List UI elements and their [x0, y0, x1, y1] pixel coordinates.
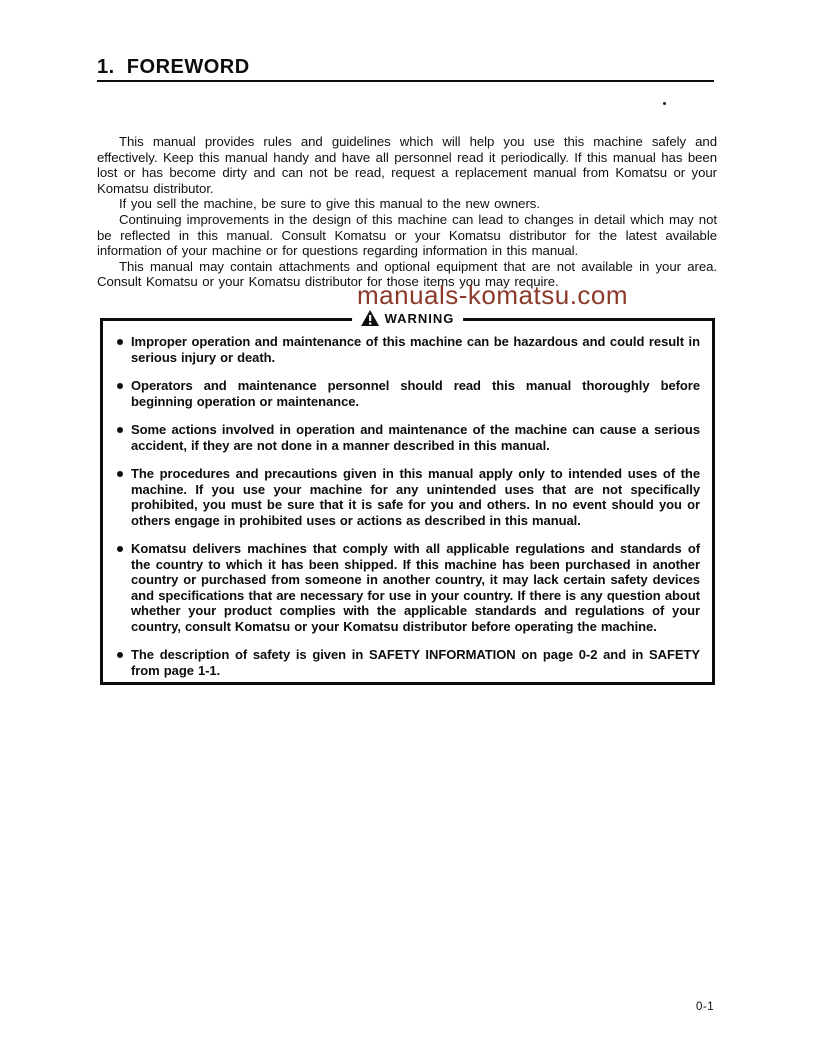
- foreword-paragraph: This manual may contain attachments and optional equipment that are not available in your area. Consult Komatsu or your Komatsu distributor for those items you may require.: [97, 258, 717, 290]
- bullet-icon: [117, 427, 123, 433]
- foreword-paragraph: Continuing improvements in the design of this machine can lead to changes in detail which may not be reflected in this manual. Consult Komatsu or your Komatsu distributor for the latest available information of your machine or for questions regarding information in this manual.: [97, 211, 717, 259]
- bullet-icon: [117, 383, 123, 389]
- title-underline: [97, 80, 714, 82]
- warning-item-text: Komatsu delivers machines that comply with all applicable regulations and standards of the country to which it has been shipped. If this machine has been purchased in another country or purchased from someone in another country, it may lack certain safety devices and specifications that are necessary for use in your country. If there is any question about whether your product complies with the applicable standards and regulations of your country, consult Komatsu or your Komatsu distributor before operating the machine.: [131, 541, 700, 634]
- foreword-paragraph: If you sell the machine, be sure to give this manual to the new owners.: [119, 196, 540, 212]
- page-title: 1. FOREWORD: [97, 56, 250, 78]
- warning-item: [115, 422, 700, 453]
- warning-item-text: The description of safety is given in SAFETY INFORMATION on page 0-2 and in SAFETY from page 1-1.: [131, 647, 700, 678]
- warning-triangle-icon: [361, 310, 379, 326]
- warning-header: [352, 310, 464, 326]
- warning-box: [100, 310, 715, 685]
- warning-item: [115, 378, 700, 409]
- warning-item-text: Operators and maintenance personnel should read this manual thoroughly before beginning operation or maintenance.: [131, 378, 700, 409]
- warning-item: [115, 334, 700, 365]
- bullet-icon: [117, 471, 123, 477]
- warning-label: WARNING: [384, 310, 455, 326]
- warning-item: [115, 466, 700, 528]
- warning-item: [115, 541, 700, 634]
- bullet-icon: [117, 652, 123, 658]
- title-block: [97, 0, 714, 82]
- warning-item-text: Some actions involved in operation and maintenance of the machine can cause a serious accident, if they are not done in a manner described in this manual.: [131, 422, 700, 453]
- watermark: manuals-komatsu.com: [357, 280, 629, 310]
- bullet-icon: [117, 546, 123, 552]
- foreword-text: [97, 134, 717, 290]
- print-speck: [663, 102, 666, 105]
- warning-item-text: Improper operation and maintenance of this machine can be hazardous and could result in serious injury or death.: [131, 334, 700, 365]
- foreword-paragraph: This manual provides rules and guidelines which will help you use this machine safely and effectively. Keep this manual handy and have all personnel read it periodically. If this manual has been lost or has become dirty and can not be read, request a replacement manual from Komatsu or your Komatsu distributor.: [97, 134, 717, 196]
- warning-item-text: The procedures and precautions given in this manual apply only to intended uses of the machine. If you use your machine for any unintended uses that are not specifically prohibited, you must be sure that it is safe for you and others. In no event should you or others engage in prohibited uses or actions as described in this manual.: [131, 466, 700, 528]
- warning-item: [115, 647, 700, 678]
- bullet-icon: [117, 339, 123, 345]
- warning-item-list: [115, 334, 700, 678]
- page-number: 0-1: [696, 1001, 715, 1013]
